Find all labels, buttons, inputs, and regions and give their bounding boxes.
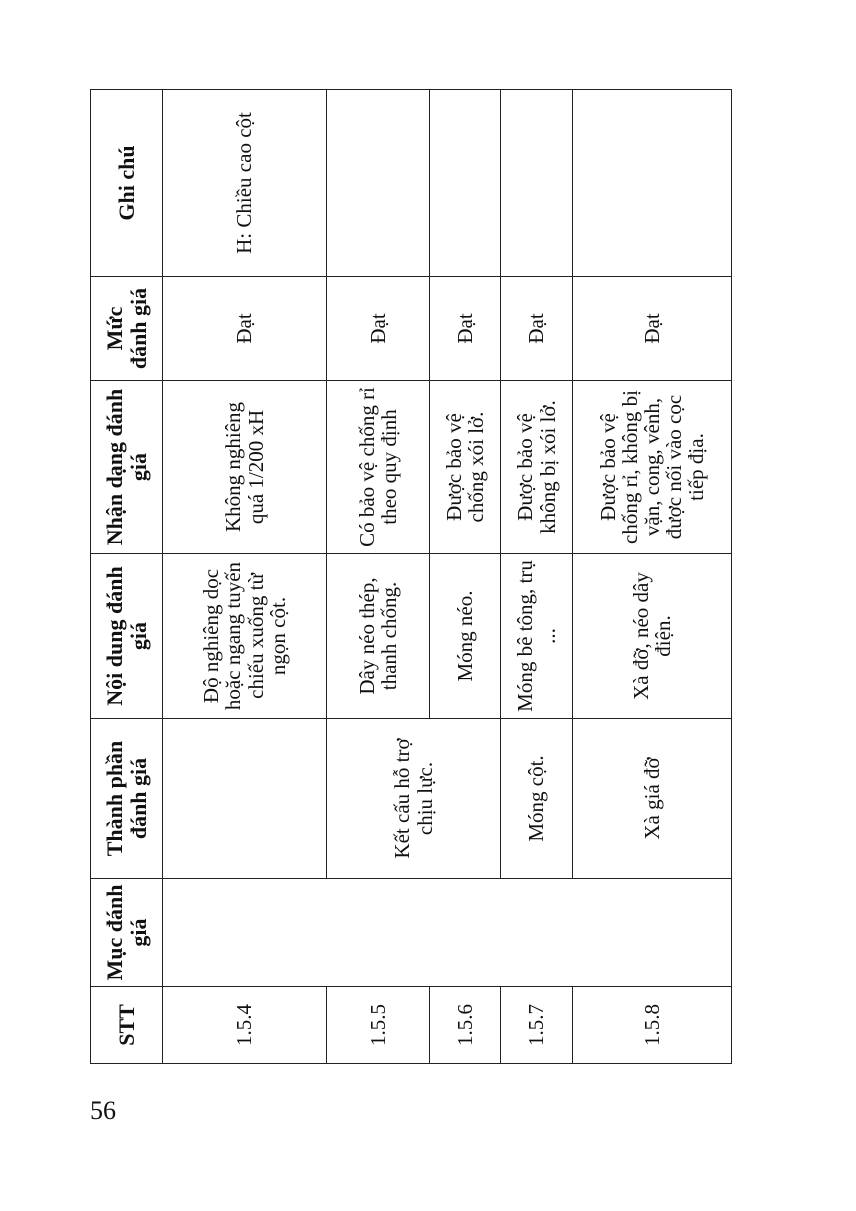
stt-cell: 1.5.8	[573, 987, 732, 1064]
noi-dung-cell: Móng bê tông, trụ ...	[501, 554, 573, 719]
header-noi-dung: Nội dung đánh giá	[91, 554, 163, 719]
header-muc-danh-gia: Mục đánh giá	[91, 879, 163, 987]
header-thanh-phan: Thành phần đánh giá	[91, 719, 163, 879]
ghi-chu-cell	[501, 90, 573, 277]
thanh-phan-cell: Móng cột.	[501, 719, 573, 879]
nhan-dang-cell: Được bảo vệ chống rỉ, không bị vặn, cong, vênh, được nối vào cọc tiếp địa.	[573, 381, 732, 554]
thanh-phan-cell: Xà giá đỡ	[573, 719, 732, 879]
noi-dung-cell: Xà đỡ, néo dây điện.	[573, 554, 732, 719]
noi-dung-cell: Độ nghiêng dọc hoặc ngang tuyến chiếu xuống từ ngọn cột.	[163, 554, 327, 719]
nhan-dang-cell: Có bảo vệ chống rỉ theo quy định	[327, 381, 430, 554]
ghi-chu-cell	[430, 90, 501, 277]
muc-do-cell: Đạt	[163, 277, 327, 381]
nhan-dang-cell: Được bảo vệ không bị xói lở.	[501, 381, 573, 554]
muc-cell-merged	[163, 879, 732, 987]
muc-do-cell: Đạt	[430, 277, 501, 381]
muc-do-cell: Đạt	[327, 277, 430, 381]
noi-dung-cell: Móng néo.	[430, 554, 501, 719]
ghi-chu-cell	[327, 90, 430, 277]
muc-do-cell: Đạt	[573, 277, 732, 381]
table-row	[163, 90, 327, 1064]
stt-cell: 1.5.6	[430, 987, 501, 1064]
header-nhan-dang: Nhận dạng đánh giá	[91, 381, 163, 554]
noi-dung-cell: Dây néo thép, thanh chống.	[327, 554, 430, 719]
muc-do-cell: Đạt	[501, 277, 573, 381]
header-stt: STT	[91, 987, 163, 1064]
ghi-chu-cell	[573, 90, 732, 277]
header-muc-do: Mức đánh giá	[91, 277, 163, 381]
assessment-table	[90, 89, 732, 1064]
header-ghi-chu: Ghi chú	[91, 90, 163, 277]
header-row	[91, 90, 163, 1064]
nhan-dang-cell: Không nghiêng quá 1/200 xH	[163, 381, 327, 554]
page-number: 56	[90, 1096, 116, 1125]
stt-cell: 1.5.4	[163, 987, 327, 1064]
ghi-chu-cell: H: Chiều cao cột	[163, 90, 327, 277]
stt-cell: 1.5.5	[327, 987, 430, 1064]
rotated-table-wrapper	[90, 90, 731, 1064]
stt-cell: 1.5.7	[501, 987, 573, 1064]
thanh-phan-cell: Kết cấu hỗ trợ chịu lực.	[327, 719, 501, 879]
thanh-phan-cell	[163, 719, 327, 879]
nhan-dang-cell: Được bảo vệ chống xói lở.	[430, 381, 501, 554]
